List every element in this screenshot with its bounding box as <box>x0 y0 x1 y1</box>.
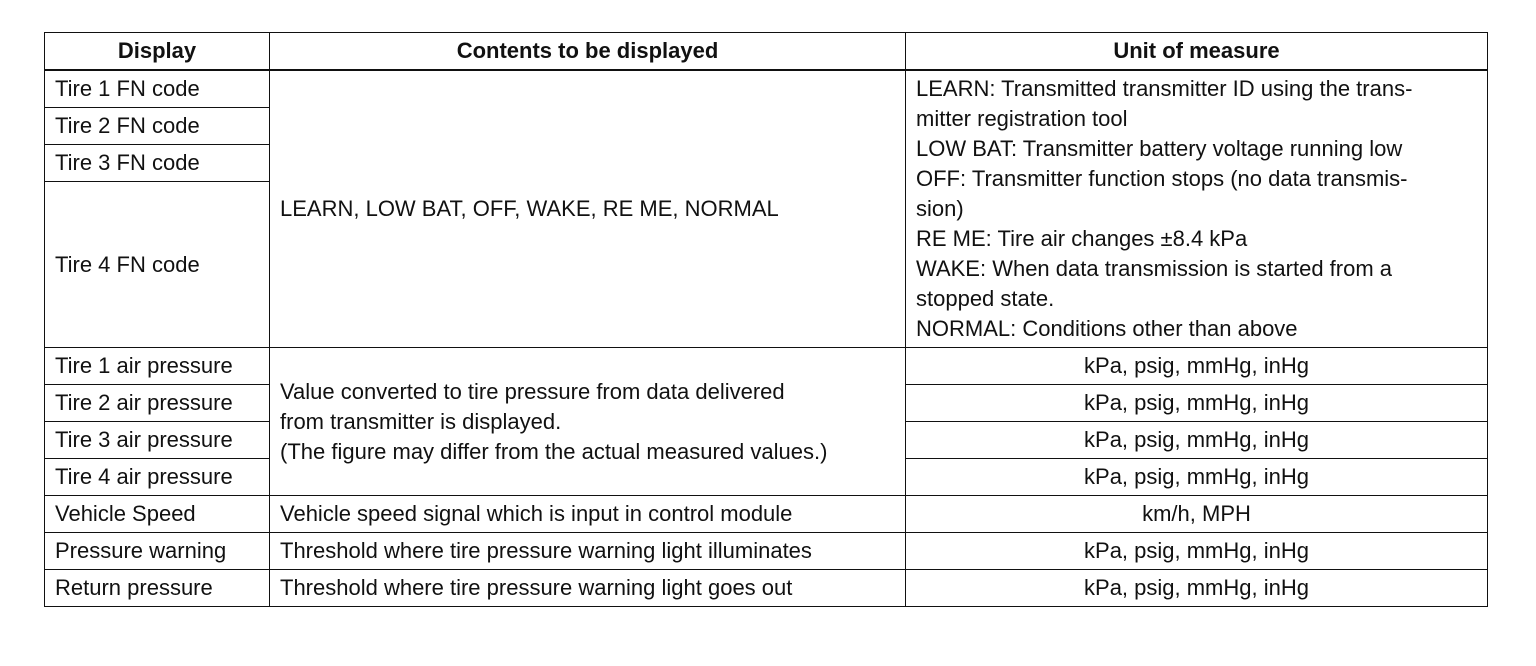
fn-unit-line: RE ME: Tire air changes ±8.4 kPa <box>916 226 1248 251</box>
contents-cell: Threshold where tire pressure warning light goes out <box>270 570 906 607</box>
table-row <box>45 496 1488 533</box>
data-monitor-table <box>44 32 1488 607</box>
fn-unit-line: mitter registration tool <box>916 106 1128 131</box>
table-row <box>45 533 1488 570</box>
display-cell: Tire 3 FN code <box>45 145 270 182</box>
pressure-contents-cell <box>270 348 906 496</box>
unit-cell: kPa, psig, mmHg, inHg <box>906 385 1488 422</box>
fn-unit-line: sion) <box>916 196 964 221</box>
contents-cell: Threshold where tire pressure warning light illuminates <box>270 533 906 570</box>
unit-cell: kPa, psig, mmHg, inHg <box>906 459 1488 496</box>
display-cell: Tire 2 air pressure <box>45 385 270 422</box>
fn-unit-line: LEARN: Transmitted transmitter ID using the trans- <box>916 76 1413 101</box>
table-row <box>45 70 1488 108</box>
unit-cell: km/h, MPH <box>906 496 1488 533</box>
contents-cell: Vehicle speed signal which is input in control module <box>270 496 906 533</box>
pressure-content-line: Value converted to tire pressure from data delivered <box>280 378 785 404</box>
header-row <box>45 33 1488 71</box>
table-row <box>45 570 1488 607</box>
unit-cell: kPa, psig, mmHg, inHg <box>906 348 1488 385</box>
header-unit: Unit of measure <box>906 33 1488 71</box>
fn-contents-cell: LEARN, LOW BAT, OFF, WAKE, RE ME, NORMAL <box>270 70 906 348</box>
fn-unit-line: OFF: Transmitter function stops (no data transmis- <box>916 166 1408 191</box>
pressure-content-line: (The figure may differ from the actual measured values.) <box>280 438 828 464</box>
header-contents: Contents to be displayed <box>270 33 906 71</box>
fn-unit-line: LOW BAT: Transmitter battery voltage running low <box>916 136 1403 161</box>
table-row <box>45 348 1488 385</box>
fn-unit-cell <box>906 70 1488 348</box>
display-cell: Tire 1 air pressure <box>45 348 270 385</box>
display-cell: Return pressure <box>45 570 270 607</box>
fn-unit-line: stopped state. <box>916 286 1055 311</box>
display-cell: Pressure warning <box>45 533 270 570</box>
display-cell: Tire 3 air pressure <box>45 422 270 459</box>
unit-cell: kPa, psig, mmHg, inHg <box>906 533 1488 570</box>
display-cell: Tire 2 FN code <box>45 108 270 145</box>
display-cell: Tire 1 FN code <box>45 70 270 108</box>
display-cell: Vehicle Speed <box>45 496 270 533</box>
display-cell: Tire 4 FN code <box>45 182 270 348</box>
unit-cell: kPa, psig, mmHg, inHg <box>906 422 1488 459</box>
pressure-content-line: from transmitter is displayed. <box>280 408 562 434</box>
display-cell: Tire 4 air pressure <box>45 459 270 496</box>
fn-unit-line: NORMAL: Conditions other than above <box>916 316 1298 341</box>
header-display: Display <box>45 33 270 71</box>
fn-unit-line: WAKE: When data transmission is started from a <box>916 256 1393 281</box>
unit-cell: kPa, psig, mmHg, inHg <box>906 570 1488 607</box>
